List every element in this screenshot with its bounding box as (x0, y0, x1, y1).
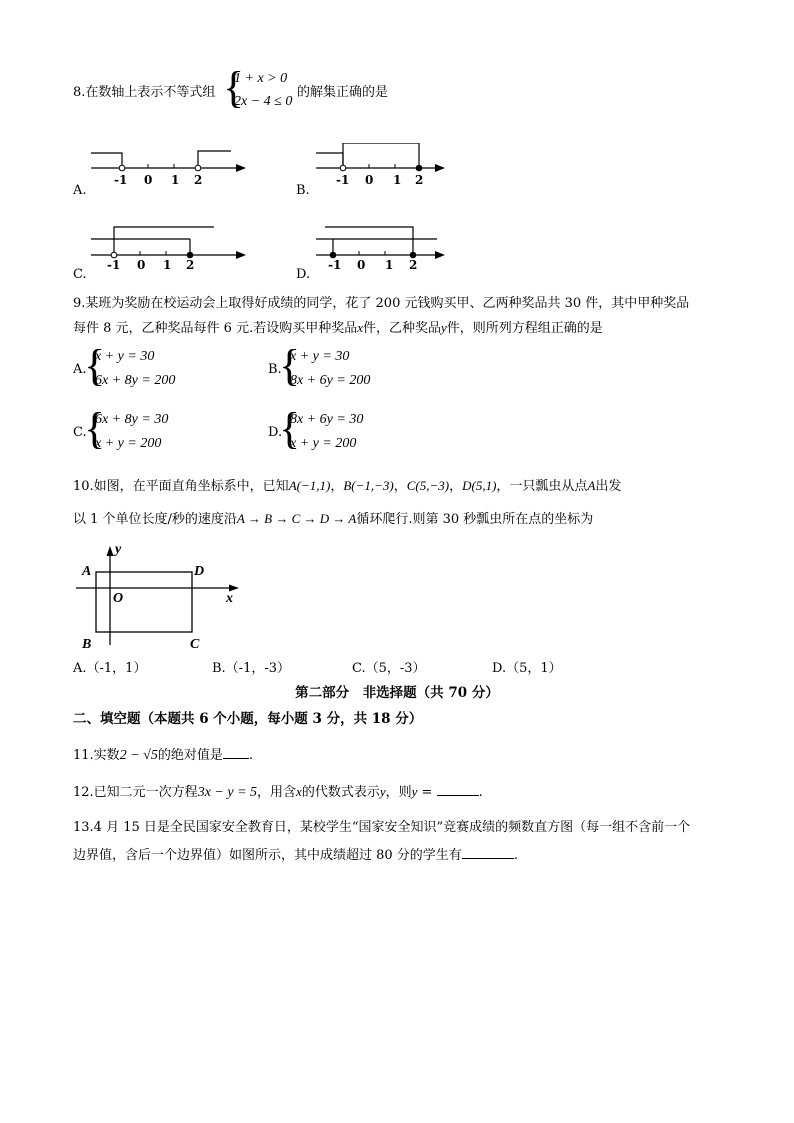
q13-answer-blank[interactable] (462, 847, 514, 859)
q9-b-brace: { (279, 341, 301, 390)
q8-d-tick-2: 2 (409, 258, 418, 272)
q8-option-c-label[interactable]: C. (73, 267, 87, 282)
q8-c-tick-m1: -1 (107, 258, 121, 272)
q8-brace: { (223, 63, 245, 112)
q9-option-a-label[interactable]: A. (73, 362, 87, 377)
q10-option-c[interactable]: C.（5，-3） (352, 661, 426, 676)
section-fill-in-heading: 二、填空题（本题共 6 个小题，每小题 3 分，共 18 分） (73, 711, 423, 727)
q8-d-tick-m1: -1 (328, 258, 342, 272)
q10-label-y: y (115, 542, 122, 557)
q12-answer-blank[interactable] (437, 784, 479, 796)
q9-line2: 每件 8 元，乙种奖品每件 6 元.若设购买甲种奖品x件，乙种奖品y件，则所列方程组正确的是 (73, 320, 603, 336)
q10-label-x: x (226, 591, 233, 606)
q13-line2: 边界值，含后一个边界值）如图所示，其中成绩超过 80 分的学生有 . (73, 848, 518, 863)
q9-c-eq1: 6x + 8y = 30 (95, 412, 169, 427)
q9-option-b-label[interactable]: B. (268, 362, 282, 377)
q10-option-b[interactable]: B.（-1，-3） (212, 661, 291, 676)
q10-label-d: D (194, 564, 205, 579)
q9-b-eq1: x + y = 30 (290, 349, 350, 364)
q8-c-tick-1: 1 (163, 258, 172, 272)
q10-coordinate-figure (74, 540, 254, 655)
q8-b-tick-1: 1 (393, 173, 402, 187)
q9-d-eq2: x + y = 200 (290, 436, 357, 451)
q8-b-tick-0: 0 (365, 173, 374, 187)
q10-label-o: O (113, 591, 124, 606)
q8-eq2: 2x − 4 ≤ 0 (234, 94, 293, 109)
part2-title: 第二部分 非选择题（共 70 分） (295, 685, 499, 701)
q8-eq1: 1 + x > 0 (234, 71, 288, 86)
q8-d-tick-1: 1 (385, 258, 394, 272)
q8-a-tick-1: 1 (171, 173, 180, 187)
q10-label-c: C (190, 637, 200, 652)
q11: 11.实数2 − √5的绝对值是 . (73, 748, 253, 763)
q8-a-tick-2: 2 (194, 173, 203, 187)
q8-b-tick-2: 2 (415, 173, 424, 187)
q8-option-b-label[interactable]: B. (296, 183, 310, 198)
q9-a-eq2: 6x + 8y = 200 (95, 373, 176, 388)
q10-line2: 以 1 个单位长度/秒的速度沿A → B → C → D → A循环爬行.则第 30 秒瓢虫所在点的坐标为 (73, 511, 594, 527)
q10-line1: 10.如图，在平面直角坐标系中，已知A(−1,1)，B(−1,−3)，C(5,−3)，D(5,1)，一只瓢虫从点A出发 (73, 478, 622, 494)
q13-line1: 13.4 月 15 日是全民国家安全教育日，某校学生“国家安全知识”竞赛成绩的频数直方图（每一组不含前一个 (73, 820, 691, 835)
q9-a-eq1: x + y = 30 (95, 349, 155, 364)
q11-answer-blank[interactable] (223, 747, 249, 759)
q10-option-d[interactable]: D.（5，1） (492, 661, 562, 676)
q12: 12.已知二元一次方程3x − y = 5，用含x的代数式表示y，则y = . (73, 784, 483, 800)
q8-c-tick-2: 2 (186, 258, 195, 272)
q8-prefix: 8.在数轴上表示不等式组 (73, 85, 216, 100)
q9-c-eq2: x + y = 200 (95, 436, 162, 451)
q9-option-c-label[interactable]: C. (73, 425, 87, 440)
q10-option-a[interactable]: A.（-1，1） (73, 661, 147, 676)
q8-a-tick-0: 0 (144, 173, 153, 187)
q9-a-brace: { (84, 341, 106, 390)
q8-b-tick-m1: -1 (336, 173, 350, 187)
q10-label-b: B (82, 637, 92, 652)
q8-suffix: 的解集正确的是 (297, 85, 389, 100)
q9-c-brace: { (84, 404, 106, 453)
q8-a-tick-m1: -1 (114, 173, 128, 187)
q9-option-d-label[interactable]: D. (268, 425, 283, 440)
q9-d-eq1: 8x + 6y = 30 (290, 412, 364, 427)
q8-c-tick-0: 0 (137, 258, 146, 272)
q8-option-d-label[interactable]: D. (296, 267, 311, 282)
q9-line1: 9.某班为奖励在校运动会上取得好成绩的同学，花了 200 元钱购买甲、乙两种奖品共 30 件，其中甲种奖品 (73, 296, 690, 311)
q9-b-eq2: 8x + 6y = 200 (290, 373, 371, 388)
q8-d-tick-0: 0 (357, 258, 366, 272)
q8-option-a-label[interactable]: A. (73, 183, 87, 198)
q9-d-brace: { (279, 404, 301, 453)
q10-label-a: A (82, 564, 92, 579)
